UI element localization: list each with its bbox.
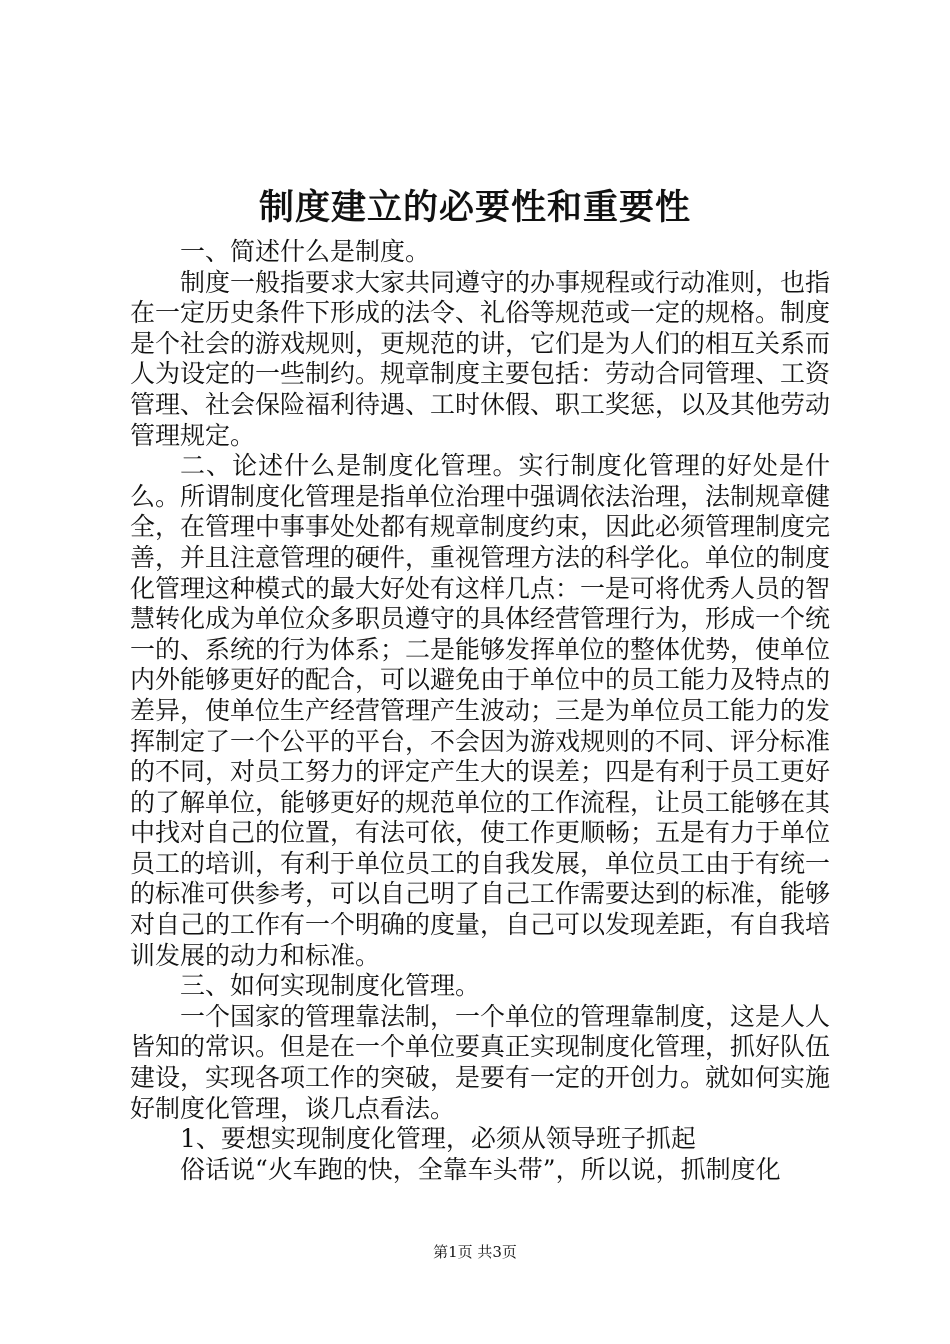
- section-heading-1: 一、简述什么是制度。: [180, 237, 431, 266]
- paragraph-section-2: 二、论述什么是制度化管理。实行制度化管理的好处是什么。所谓制度化管理是指单位治理中强调依法治理，法制规章健全，在管理中事事处处都有规章制度约束，因此必须管理制度完善，并且注意管理的硬件，重视管理方法的科学化。单位的制度化管理这种模式的最大好处有这样几点：一是可将优秀人员的智慧转化成为单位众多职员遵守的具体经营管理行为，形成一个统一的、系统的行为体系；二是能够发挥单位的整体优势，使单位内外能够更好的配合，可以避免由于单位中的员工能力及特点的差异，使单位生产经营管理产生波动；三是为单位员工能力的发挥制定了一个公平的平台，不会因为游戏规则的不同、评分标准的不同，对员工努力的评定产生大的误差；四是有利于员工更好的了解单位，能够更好的规范单位的工作流程，让员工能够在其中找对自己的位置，有法可依，使工作更顺畅；五是有力于单位员工的培训，有利于单位员工的自我发展，单位员工由于有统一的标准可供参考，可以自己明了自己工作需要达到的标准，能够对自己的工作有一个明确的度量，自己可以发现差距，有自我培训发展的动力和标准。: [130, 451, 831, 970]
- document-title: 制度建立的必要性和重要性: [258, 187, 691, 228]
- document-body: [130, 237, 830, 1185]
- paragraph-section-3: 一个国家的管理靠法制，一个单位的管理靠制度，这是人人皆知的常识。但是在一个单位要真正实现制度化管理，抓好队伍建设，实现各项工作的突破，是要有一定的开创力。就如何实施好制度化管理，谈几点看法。: [130, 1001, 831, 1123]
- paragraph-last: 俗话说“火车跑的快，全靠车头带”，所以说，抓制度化: [180, 1154, 781, 1184]
- paragraph-definition: 制度一般指要求大家共同遵守的办事规程或行动准则，也指在一定历史条件下形成的法令、礼俗等规范或一定的规格。制度是个社会的游戏规则，更规范的讲，它们是为人们的相互关系而人为设定的一些制约。规章制度主要包括：劳动合同管理、工资管理、社会保险福利待遇、工时休假、职工奖惩，以及其他劳动管理规定。: [130, 267, 831, 450]
- subheading-1: 1、要想实现制度化管理，必须从领导班子抓起: [180, 1124, 696, 1154]
- section-heading-3: 三、如何实现制度化管理。: [180, 971, 481, 1001]
- page-footer: 第1页 共3页: [433, 1243, 517, 1261]
